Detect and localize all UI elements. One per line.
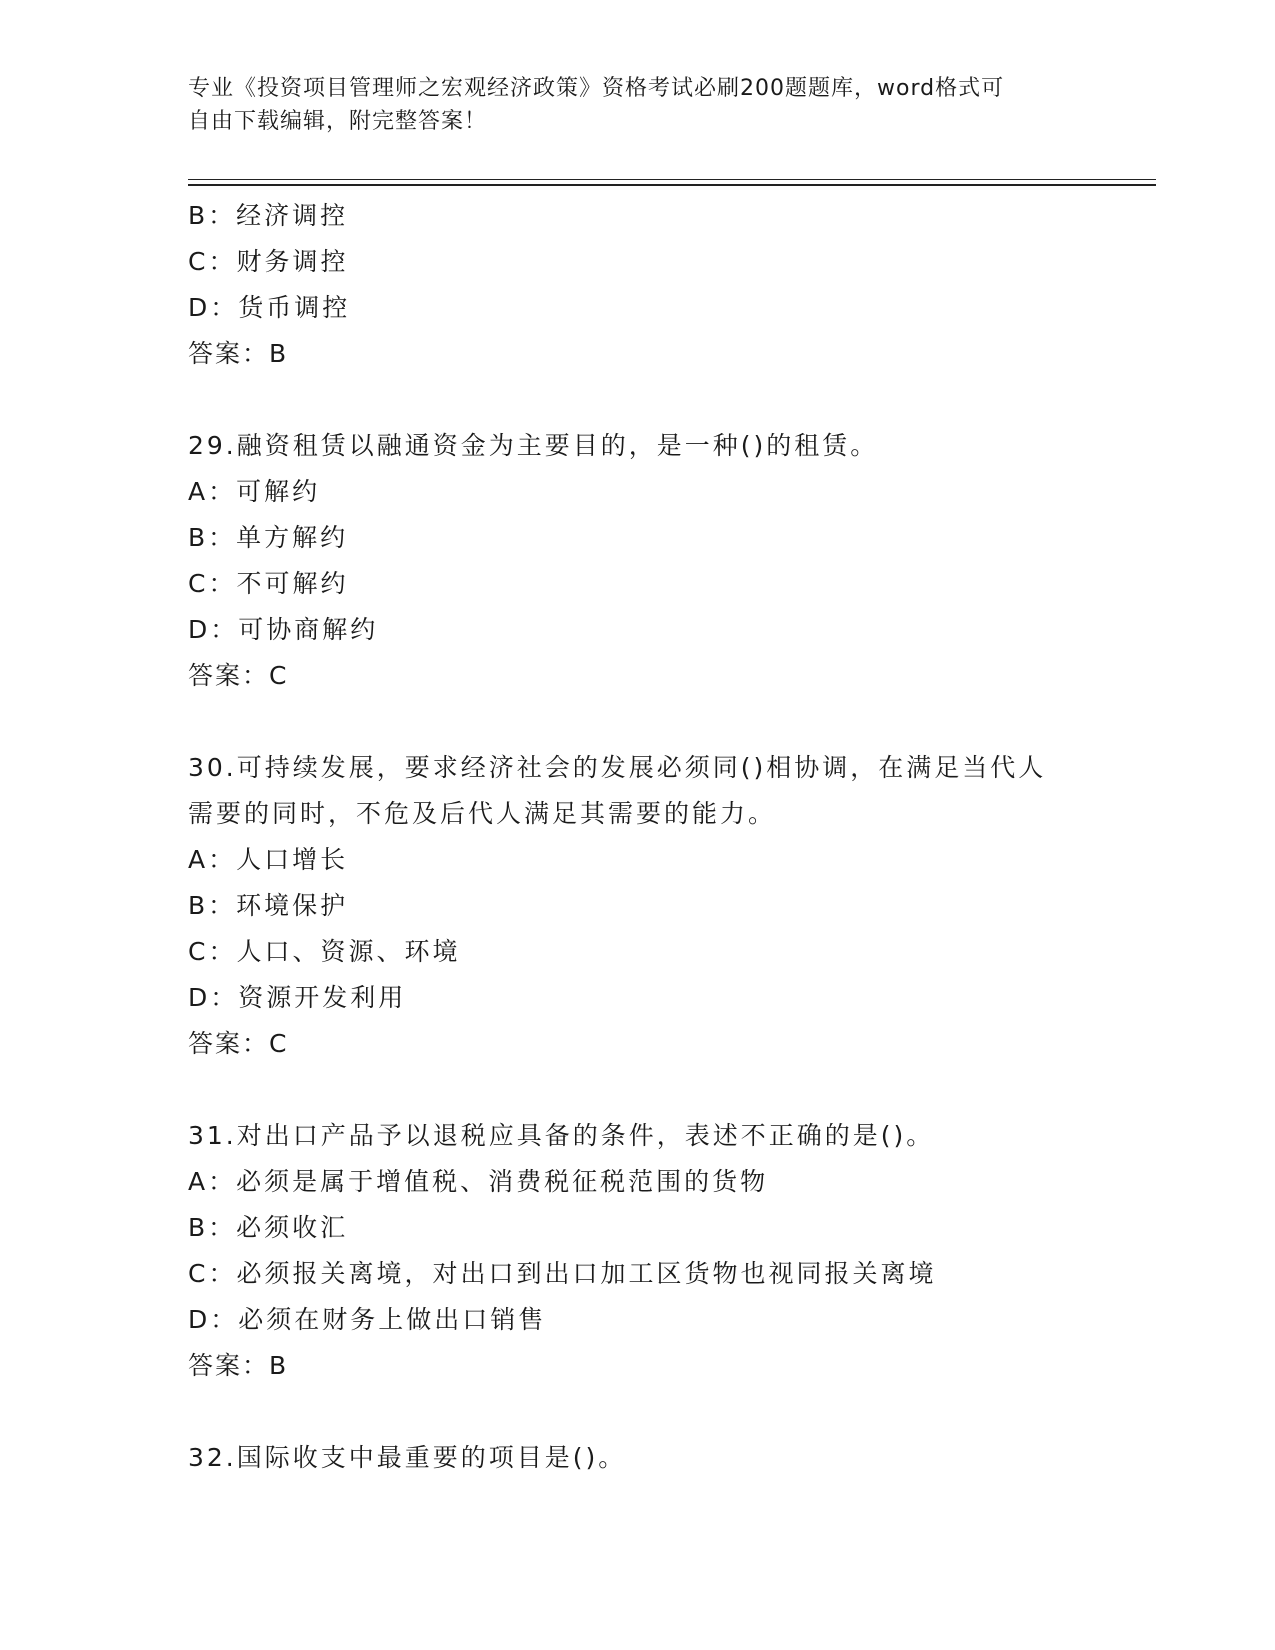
option-b: B：单方解约 bbox=[188, 523, 349, 552]
option-d: D：货币调控 bbox=[188, 293, 351, 322]
option-b: B：经济调控 bbox=[188, 201, 349, 230]
answer: 答案：B bbox=[188, 339, 289, 368]
question-stem: 融资租赁以融通资金为主要目的，是一种()的租赁。 bbox=[236, 431, 879, 460]
question-number: 32. bbox=[188, 1443, 237, 1472]
question-29 bbox=[188, 423, 1088, 699]
option-d: D：可协商解约 bbox=[188, 615, 379, 644]
option-b: B：环境保护 bbox=[188, 891, 349, 920]
option-a: A：可解约 bbox=[188, 477, 321, 506]
option-c: C：人口、资源、环境 bbox=[188, 937, 461, 966]
header-line-1: 专业《投资项目管理师之宏观经济政策》资格考试必刷200题题库，word格式可 bbox=[188, 76, 1005, 101]
option-c: C：必须报关离境，对出口到出口加工区货物也视同报关离境 bbox=[188, 1259, 937, 1288]
question-number: 30. bbox=[188, 753, 237, 782]
question-text bbox=[188, 1113, 1088, 1159]
option-b: B：必须收汇 bbox=[188, 1213, 349, 1242]
question-number: 29. bbox=[188, 431, 237, 460]
answer: 答案：C bbox=[188, 661, 289, 690]
answer: 答案：C bbox=[188, 1029, 289, 1058]
question-text bbox=[188, 745, 1088, 791]
header-rule-thick bbox=[188, 184, 1156, 186]
answer: 答案：B bbox=[188, 1351, 289, 1380]
question-stem: 国际收支中最重要的项目是()。 bbox=[236, 1443, 627, 1472]
question-28-continuation bbox=[188, 193, 1088, 377]
question-text bbox=[188, 1435, 1088, 1481]
question-32 bbox=[188, 1435, 1088, 1481]
question-30 bbox=[188, 745, 1088, 1067]
option-a: A：必须是属于增值税、消费税征税范围的货物 bbox=[188, 1167, 769, 1196]
question-text bbox=[188, 423, 1088, 469]
option-d: D：资源开发利用 bbox=[188, 983, 407, 1012]
question-31 bbox=[188, 1113, 1088, 1389]
header-line-2: 自由下载编辑，附完整答案！ bbox=[188, 109, 488, 134]
question-stem-line-2: 需要的同时，不危及后代人满足其需要的能力。 bbox=[188, 799, 777, 828]
option-a: A：人口增长 bbox=[188, 845, 349, 874]
option-c: C：财务调控 bbox=[188, 247, 349, 276]
option-c: C：不可解约 bbox=[188, 569, 349, 598]
question-stem-line-1: 可持续发展，要求经济社会的发展必须同()相协调，在满足当代人 bbox=[236, 753, 1047, 782]
question-stem: 对出口产品予以退税应具备的条件，表述不正确的是()。 bbox=[236, 1121, 935, 1150]
header-rule-thin bbox=[188, 179, 1156, 180]
question-list bbox=[188, 193, 1088, 1481]
document-header bbox=[188, 72, 1088, 138]
question-number: 31. bbox=[188, 1121, 237, 1150]
option-d: D：必须在财务上做出口销售 bbox=[188, 1305, 547, 1334]
